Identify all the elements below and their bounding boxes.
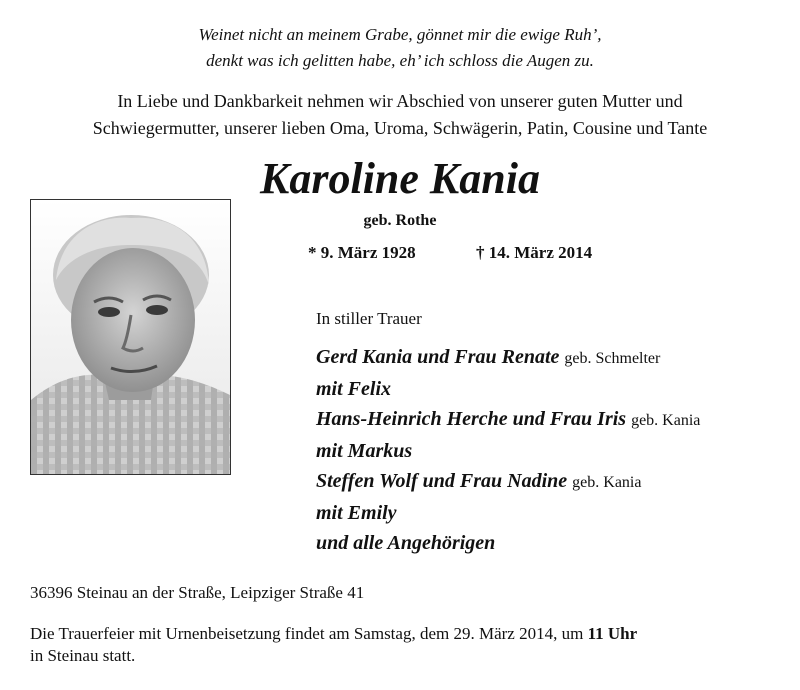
mourner-name: mit Markus — [316, 440, 413, 462]
maiden-name: geb. Rothe — [363, 212, 437, 229]
birth-date-text: 9. März 1928 — [320, 243, 416, 262]
mourner-line — [316, 342, 700, 374]
mourner-line — [316, 528, 700, 558]
poem — [0, 22, 800, 74]
service-notice — [30, 623, 770, 667]
mourner-line — [316, 498, 700, 528]
death-date — [476, 243, 592, 263]
address: 36396 Steinau an der Straße, Leipziger Straße 41 — [30, 583, 365, 602]
poem-line-1: Weinet nicht an meinem Grabe, gönnet mir die ewige Ruh’, — [198, 25, 602, 44]
mourner-nee: geb. Schmelter — [564, 350, 661, 367]
portrait-photo — [30, 199, 231, 475]
deceased-name: Karoline Kania — [260, 154, 540, 203]
mourner-nee: geb. Kania — [572, 474, 642, 491]
service-text-before: Die Trauerfeier mit Urnenbeisetzung findet am Samstag, dem 29. März 2014, um — [30, 624, 588, 643]
death-symbol: † — [476, 243, 485, 262]
birth-symbol: * — [308, 243, 317, 262]
intro-line-2: Schwiegermutter, unserer lieben Oma, Uroma, Schwägerin, Patin, Cousine und Tante — [92, 118, 708, 138]
service-time: 11 Uhr — [587, 624, 638, 643]
mourner-line — [316, 404, 700, 436]
intro-text — [0, 88, 800, 142]
mourner-name: Hans-Heinrich Herche und Frau Iris — [316, 408, 627, 430]
mourner-line — [316, 466, 700, 498]
intro-line-1: In Liebe und Dankbarkeit nehmen wir Abschied von unserer guten Mutter und — [117, 91, 683, 111]
mourner-line — [316, 436, 700, 466]
mourner-name: mit Emily — [316, 502, 397, 524]
mourner-name: mit Felix — [316, 378, 391, 400]
mourner-line — [316, 374, 700, 404]
mourner-name: Steffen Wolf und Frau Nadine — [316, 470, 568, 492]
mourner-name: und alle Angehörigen — [316, 532, 496, 554]
mourners-list — [316, 342, 700, 558]
mourner-name: Gerd Kania und Frau Renate — [316, 346, 560, 368]
death-date-text: 14. März 2014 — [488, 243, 593, 262]
mourning-heading: In stiller Trauer — [316, 309, 422, 328]
poem-line-2: denkt was ich gelitten habe, eh’ ich schloss die Augen zu. — [206, 51, 594, 70]
service-text-after: in Steinau statt. — [30, 646, 136, 665]
mourner-nee: geb. Kania — [631, 412, 701, 429]
birth-date — [308, 243, 416, 263]
